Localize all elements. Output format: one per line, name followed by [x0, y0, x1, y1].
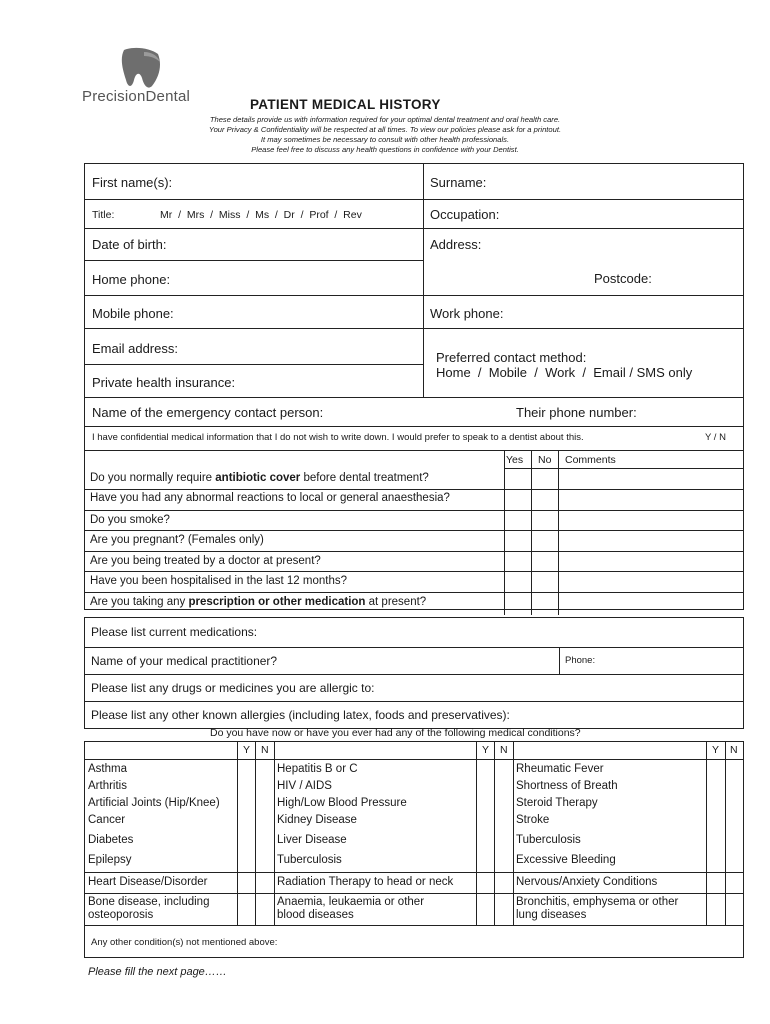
condition-arthritis: Arthritis: [88, 780, 127, 792]
condition-excessive-bleeding: Excessive Bleeding: [516, 854, 616, 866]
condition-hepatitis: Hepatitis B or C: [277, 763, 358, 775]
y-header-col3: Y: [712, 744, 720, 756]
first-name-field[interactable]: First name(s):: [92, 175, 173, 190]
current-medications-field[interactable]: Please list current medications:: [91, 625, 258, 639]
intro-line-2: Your Privacy & Confidentiality will be respected at all times. To view our policies please ask for a printout.: [208, 125, 562, 134]
intro-line-4: Please feel free to discuss any health questions in confidence with your Dentist.: [251, 145, 519, 154]
condition-artificial-joints: Artificial Joints (Hip/Knee): [88, 797, 220, 809]
other-allergies-field[interactable]: Please list any other known allergies (including latex, foods and preservatives):: [91, 708, 510, 722]
emergency-phone-field[interactable]: Their phone number:: [516, 405, 637, 420]
title-options[interactable]: Mr / Mrs / Miss / Ms / Dr / Prof / Rev: [160, 209, 362, 221]
preferred-contact-label: Preferred contact method:: [436, 350, 587, 365]
condition-liver-disease: Liver Disease: [277, 834, 347, 846]
surname-field[interactable]: Surname:: [430, 175, 487, 190]
condition-blood-pressure: High/Low Blood Pressure: [277, 797, 407, 809]
postcode-field[interactable]: Postcode:: [594, 271, 652, 286]
other-conditions-field[interactable]: Any other condition(s) not mentioned above:: [91, 937, 278, 948]
condition-tuberculosis-col3: Tuberculosis: [516, 834, 581, 846]
condition-diabetes: Diabetes: [88, 834, 134, 846]
intro-line-1: These details provide us with information required for your optimal dental treatment and oral health care.: [209, 115, 561, 124]
question-smoke: Do you smoke?: [90, 514, 170, 526]
dob-field[interactable]: Date of birth:: [92, 237, 167, 252]
title-label: Title:: [92, 209, 115, 221]
emergency-contact-field[interactable]: Name of the emergency contact person:: [92, 405, 324, 420]
private-health-field[interactable]: Private health insurance:: [92, 375, 236, 390]
confidential-note: I have confidential medical information that I do not wish to write down. I would prefer to speak to a dentist about this.: [92, 432, 584, 443]
footer-note: Please fill the next page……: [88, 966, 227, 978]
question-antibiotic-cover: Do you normally require antibiotic cover before dental treatment?: [90, 472, 429, 484]
practitioner-field[interactable]: Name of your medical practitioner?: [91, 654, 278, 668]
condition-cancer: Cancer: [88, 814, 126, 826]
y-header-col1: Y: [243, 744, 251, 756]
condition-epilepsy: Epilepsy: [88, 854, 132, 866]
email-field[interactable]: Email address:: [92, 341, 178, 356]
yes-header: Yes: [506, 454, 524, 466]
occupation-field[interactable]: Occupation:: [430, 207, 500, 222]
home-phone-field[interactable]: Home phone:: [92, 272, 171, 287]
condition-rheumatic-fever: Rheumatic Fever: [516, 763, 604, 775]
practitioner-phone-field[interactable]: Phone:: [565, 655, 596, 666]
confidential-yn[interactable]: Y / N: [705, 432, 726, 443]
address-field[interactable]: Address:: [430, 237, 482, 252]
condition-asthma: Asthma: [88, 763, 127, 775]
n-header-col3: N: [730, 744, 738, 756]
y-header-col2: Y: [482, 744, 490, 756]
condition-stroke: Stroke: [516, 814, 550, 826]
condition-radiation-therapy: Radiation Therapy to head or neck: [277, 876, 454, 888]
intro-line-3: It may sometimes be necessary to consult with other health professionals.: [260, 135, 510, 144]
condition-anaemia: Anaemia, leukaemia or other blood diseases: [277, 896, 425, 921]
work-phone-field[interactable]: Work phone:: [430, 306, 504, 321]
contact-options[interactable]: Home / Mobile / Work / Email / SMS only: [436, 365, 693, 380]
condition-nervous-anxiety: Nervous/Anxiety Conditions: [516, 876, 658, 888]
mobile-phone-field[interactable]: Mobile phone:: [92, 306, 174, 321]
page-title: PATIENT MEDICAL HISTORY: [250, 97, 441, 112]
condition-hiv: HIV / AIDS: [277, 780, 332, 792]
tooth-logo-icon: [118, 46, 166, 92]
question-treated-by-doctor: Are you being treated by a doctor at present?: [90, 555, 321, 567]
condition-kidney-disease: Kidney Disease: [277, 814, 357, 826]
condition-heart-disease: Heart Disease/Disorder: [88, 876, 208, 888]
condition-tuberculosis: Tuberculosis: [277, 854, 342, 866]
question-pregnant: Are you pregnant? (Females only): [90, 534, 264, 546]
drug-allergies-field[interactable]: Please list any drugs or medicines you are allergic to:: [91, 681, 375, 695]
conditions-heading: Do you have now or have you ever had any of the following medical conditions?: [210, 727, 581, 739]
n-header-col2: N: [500, 744, 508, 756]
question-medication: Are you taking any prescription or other medication at present?: [90, 596, 427, 608]
question-anaesthesia: Have you had any abnormal reactions to local or general anaesthesia?: [90, 492, 450, 504]
condition-shortness-of-breath: Shortness of Breath: [516, 780, 618, 792]
condition-bronchitis: Bronchitis, emphysema or other lung diseases: [516, 896, 679, 921]
brand-logo-text: PrecisionDental: [82, 88, 191, 105]
no-header: No: [538, 454, 552, 466]
condition-steroid-therapy: Steroid Therapy: [516, 797, 598, 809]
n-header-col1: N: [261, 744, 269, 756]
question-hospitalised: Have you been hospitalised in the last 12 months?: [90, 575, 347, 587]
condition-bone-disease: Bone disease, including osteoporosis: [88, 896, 210, 921]
comments-header: Comments: [565, 454, 616, 466]
